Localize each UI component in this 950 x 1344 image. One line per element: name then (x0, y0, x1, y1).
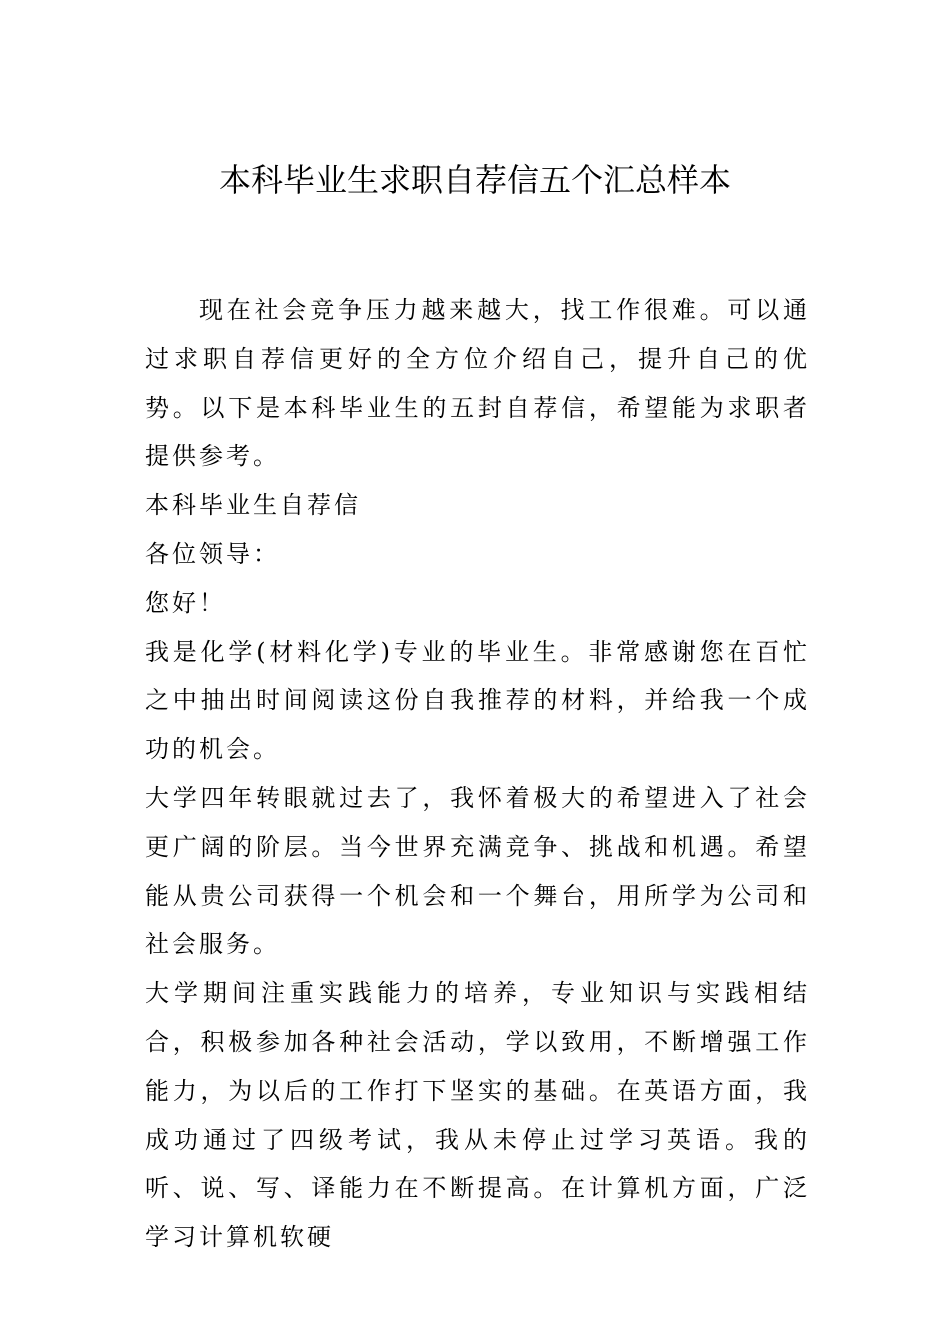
letter-salutation: 各位领导： (145, 539, 280, 568)
letter-paragraph: 我是化学(材料化学)专业的毕业生。非常感谢您在百忙之中抽出时间阅读这份自我推荐的材料，并给我一个成功的机会。 (145, 637, 810, 764)
letter-greeting: 您好！ (145, 588, 226, 617)
intro-paragraph: 现在社会竞争压力越来越大，找工作很难。可以通过求职自荐信更好的全方位介绍自己，提升自己的优势。以下是本科毕业生的五封自荐信，希望能为求职者提供参考。 (145, 296, 810, 471)
letter-paragraph: 大学期间注重实践能力的培养，专业知识与实践相结合，积极参加各种社会活动，学以致用，不断增强工作能力，为以后的工作打下坚实的基础。在英语方面，我成功通过了四级考试，我从未停止过学习英语。我的听、说、写、译能力在不断提高。在计算机方面，广泛学习计算机软硬 (145, 979, 810, 1252)
letter-heading: 本科毕业生自荐信 (145, 491, 361, 520)
document-title: 本科毕业生求职自荐信五个汇总样本 (218, 161, 731, 199)
document-body (145, 286, 810, 1262)
letter-paragraph: 大学四年转眼就过去了，我怀着极大的希望进入了社会更广阔的阶层。当今世界充满竞争、挑战和机遇。希望能从贵公司获得一个机会和一个舞台，用所学为公司和社会服务。 (145, 783, 810, 959)
